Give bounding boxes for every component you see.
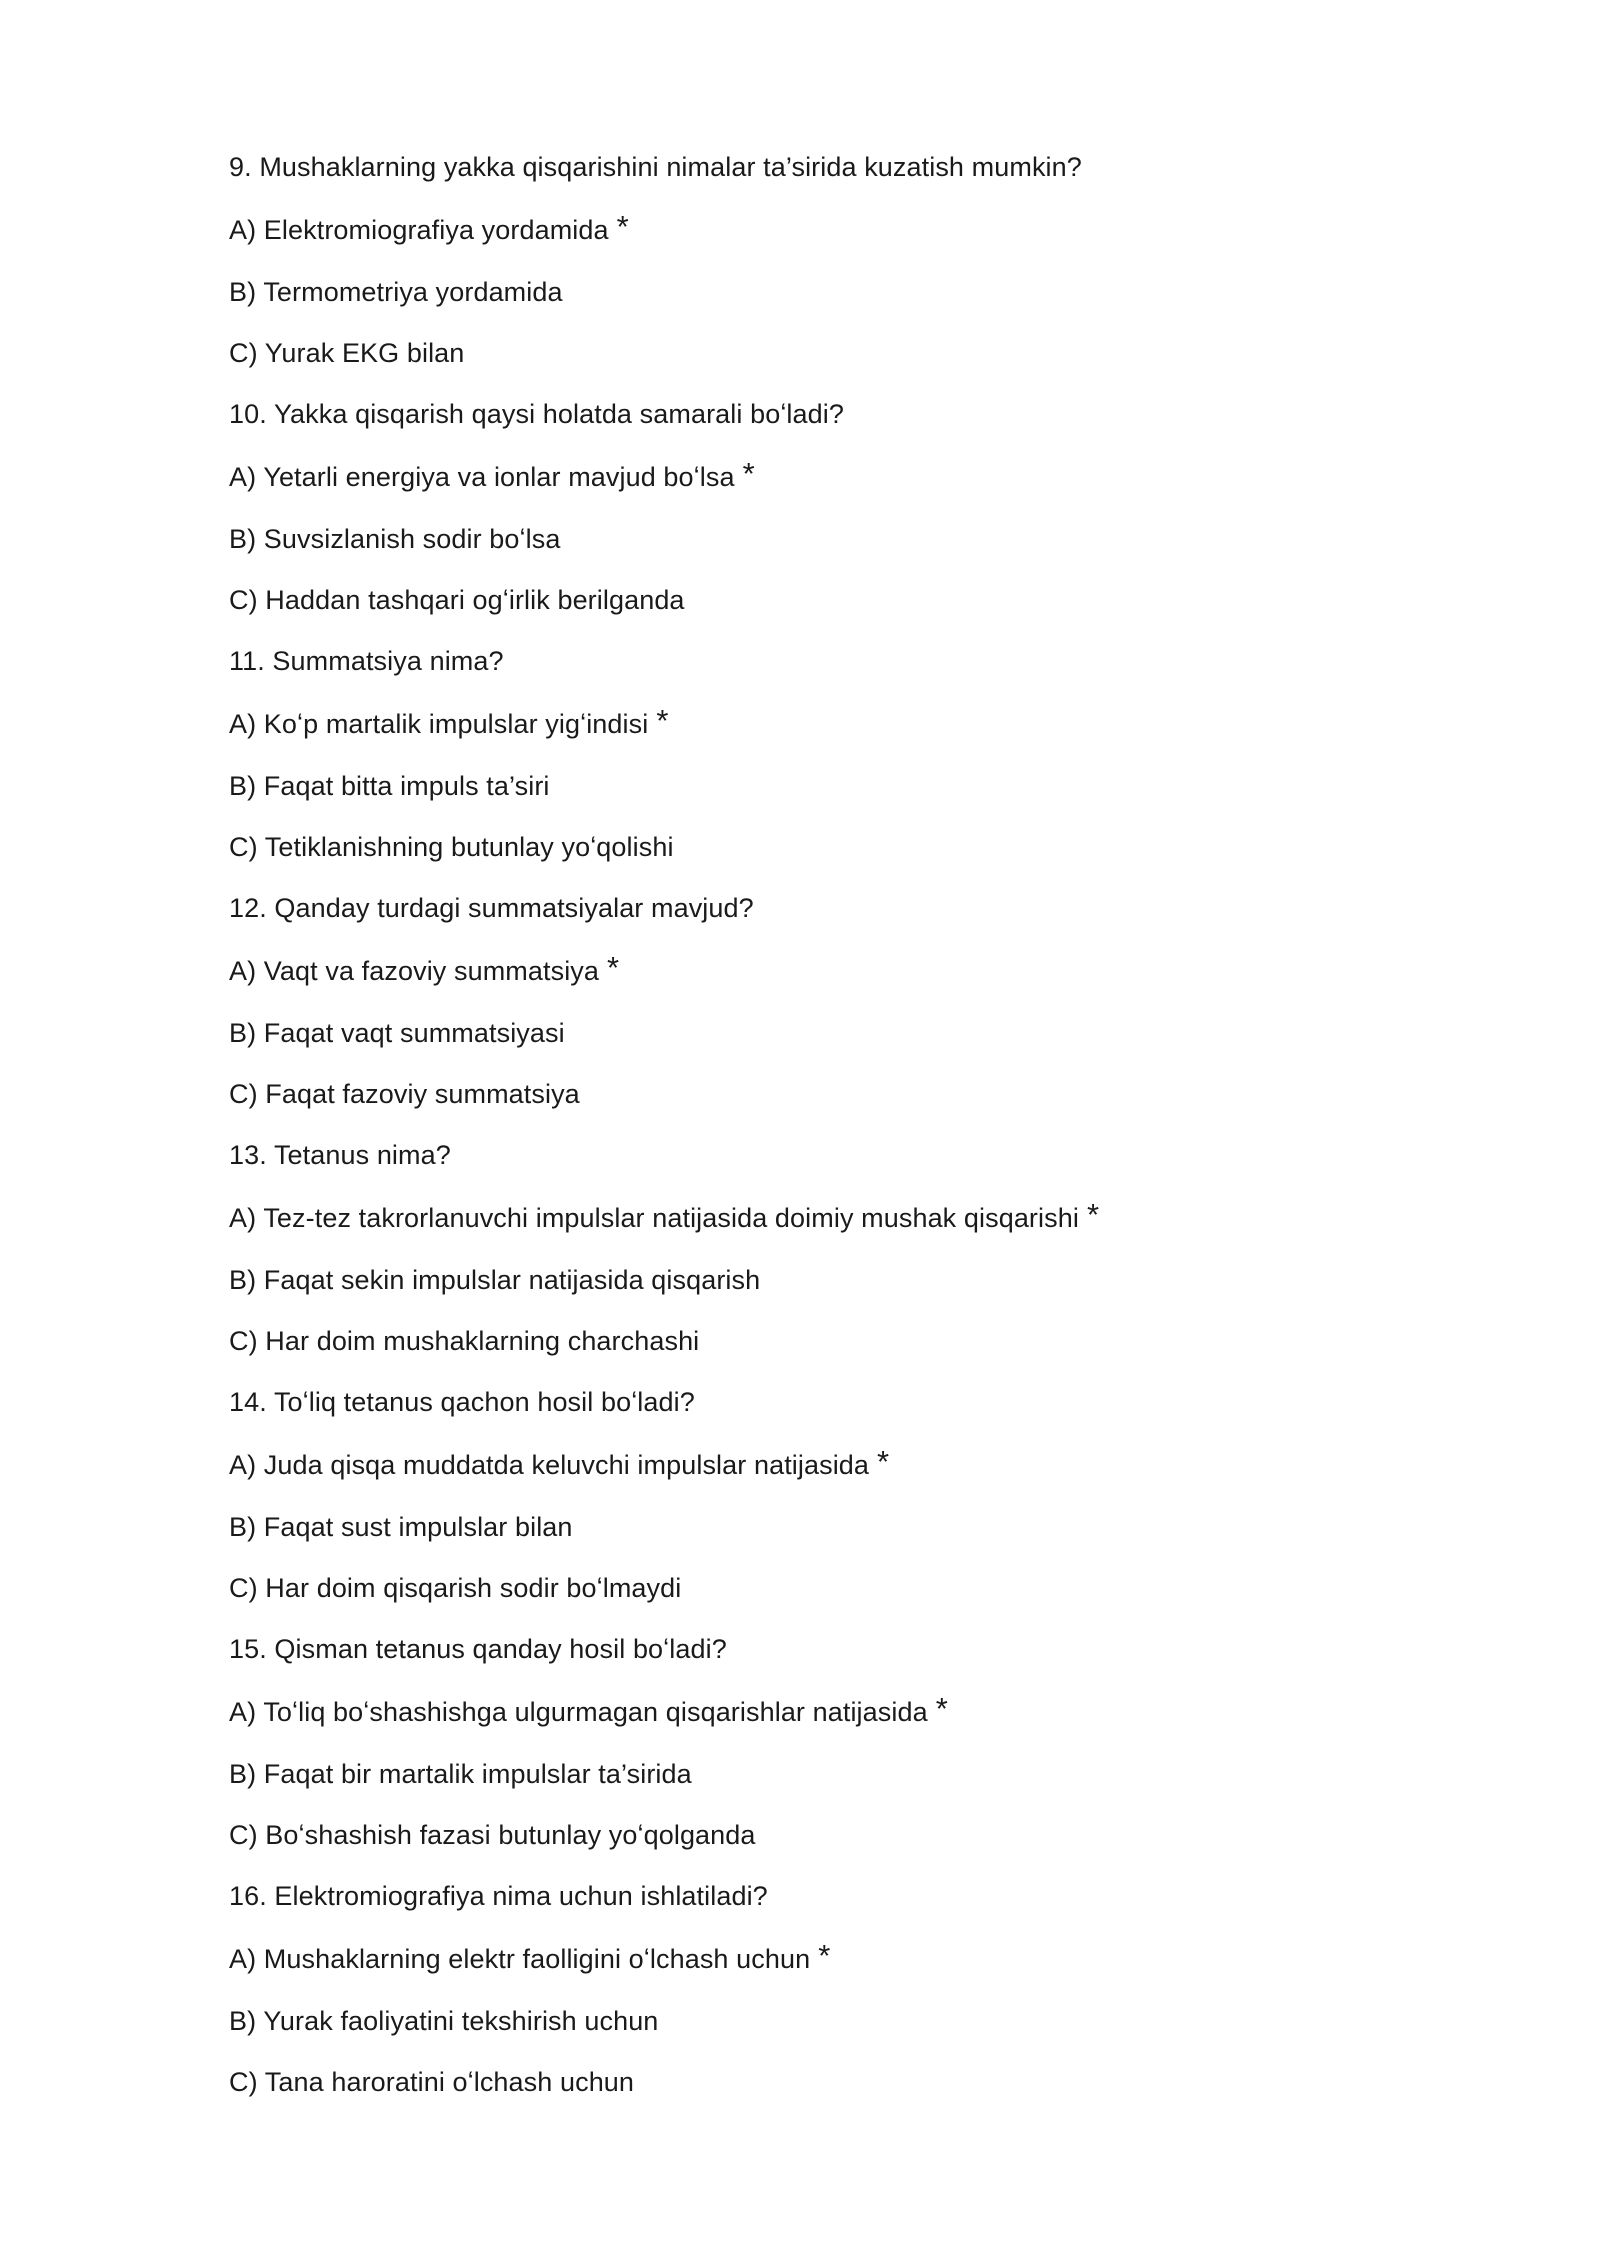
question-text: 11. Summatsiya nima? [229, 646, 504, 676]
question-block [229, 1385, 1600, 1605]
answer-option-text: B) Yurak faoliyatini tekshirish uchun [229, 2006, 659, 2036]
answer-option-text: C) Boʻshashish fazasi butunlay yoʻqolganda [229, 1820, 756, 1850]
question-text: 15. Qisman tetanus qanday hosil boʻladi? [229, 1634, 727, 1664]
question-block [229, 150, 1600, 370]
answer-option [229, 703, 1600, 740]
answer-option-text: C) Yurak EKG bilan [229, 338, 465, 368]
answer-option-text: A) Mushaklarning elektr faolligini oʻlchash uchun [229, 1944, 811, 1974]
question-text: 14. Toʻliq tetanus qachon hosil boʻladi? [229, 1387, 695, 1417]
answer-option-text: A) Elektromiografiya yordamida [229, 215, 609, 245]
answer-option-text: B) Faqat bir martalik impulslar ta’sirida [229, 1759, 692, 1789]
correct-answer-mark: * [742, 456, 755, 491]
answer-option [229, 950, 1600, 987]
question-block [229, 891, 1600, 1111]
answer-option [229, 1077, 1600, 1111]
answer-option [229, 769, 1600, 803]
answer-option-text: B) Suvsizlanish sodir boʻlsa [229, 524, 561, 554]
answer-option [229, 1197, 1600, 1234]
answer-option-text: C) Tetiklanishning butunlay yoʻqolishi [229, 832, 674, 862]
question-block [229, 397, 1600, 617]
answer-option-text: A) Yetarli energiya va ionlar mavjud boʻlsa [229, 462, 735, 492]
question-text: 16. Elektromiografiya nima uchun ishlatiladi? [229, 1881, 768, 1911]
answer-option [229, 1016, 1600, 1050]
question-block [229, 1138, 1600, 1358]
answer-option [229, 522, 1600, 556]
question-block [229, 644, 1600, 864]
answer-option [229, 830, 1600, 864]
question-block [229, 1632, 1600, 1852]
question-text: 12. Qanday turdagi summatsiyalar mavjud? [229, 893, 754, 923]
question-text: 13. Tetanus nima? [229, 1140, 451, 1170]
answer-option-text: C) Haddan tashqari ogʻirlik berilganda [229, 585, 685, 615]
answer-option-text: B) Faqat vaqt summatsiyasi [229, 1018, 565, 1048]
answer-option-text: B) Termometriya yordamida [229, 277, 563, 307]
answer-option [229, 583, 1600, 617]
answer-option [229, 336, 1600, 370]
answer-option-text: B) Faqat sust impulslar bilan [229, 1512, 573, 1542]
answer-option-text: B) Faqat sekin impulslar natijasida qisqarish [229, 1265, 761, 1295]
question-list [229, 150, 1600, 2099]
answer-option-text: A) Vaqt va fazoviy summatsiya [229, 956, 600, 986]
answer-option-text: C) Tana haroratini oʻlchash uchun [229, 2067, 635, 2097]
answer-option-text: A) Tez-tez takrorlanuvchi impulslar natijasida doimiy mushak qisqarishi [229, 1203, 1079, 1233]
answer-option [229, 456, 1600, 493]
answer-option-text: A) Koʻp martalik impulslar yigʻindisi [229, 709, 649, 739]
correct-answer-mark: * [607, 950, 620, 985]
answer-option-text: C) Har doim mushaklarning charchashi [229, 1326, 700, 1356]
answer-option [229, 1938, 1600, 1975]
answer-option-text: A) Juda qisqa muddatda keluvchi impulslar natijasida [229, 1450, 870, 1480]
question-text: 9. Mushaklarning yakka qisqarishini nimalar ta’sirida kuzatish mumkin? [229, 152, 1082, 182]
answer-option-text: A) Toʻliq boʻshashishga ulgurmagan qisqarishlar natijasida [229, 1697, 928, 1727]
question-block [229, 1879, 1600, 2099]
answer-option [229, 275, 1600, 309]
answer-option [229, 1818, 1600, 1852]
answer-option-text: C) Faqat fazoviy summatsiya [229, 1079, 580, 1109]
answer-option [229, 209, 1600, 246]
answer-option [229, 1444, 1600, 1481]
answer-option [229, 2004, 1600, 2038]
answer-option [229, 1324, 1600, 1358]
answer-option [229, 1263, 1600, 1297]
answer-option-text: B) Faqat bitta impuls ta’siri [229, 771, 550, 801]
correct-answer-mark: * [877, 1444, 890, 1479]
correct-answer-mark: * [935, 1691, 948, 1726]
correct-answer-mark: * [656, 703, 669, 738]
answer-option [229, 1757, 1600, 1791]
answer-option [229, 1510, 1600, 1544]
question-text: 10. Yakka qisqarish qaysi holatda samarali boʻladi? [229, 399, 844, 429]
answer-option [229, 1691, 1600, 1728]
correct-answer-mark: * [616, 209, 629, 244]
answer-option [229, 2065, 1600, 2099]
answer-option [229, 1571, 1600, 1605]
answer-option-text: C) Har doim qisqarish sodir boʻlmaydi [229, 1573, 682, 1603]
correct-answer-mark: * [1086, 1197, 1100, 1232]
correct-answer-mark: * [818, 1938, 831, 1973]
